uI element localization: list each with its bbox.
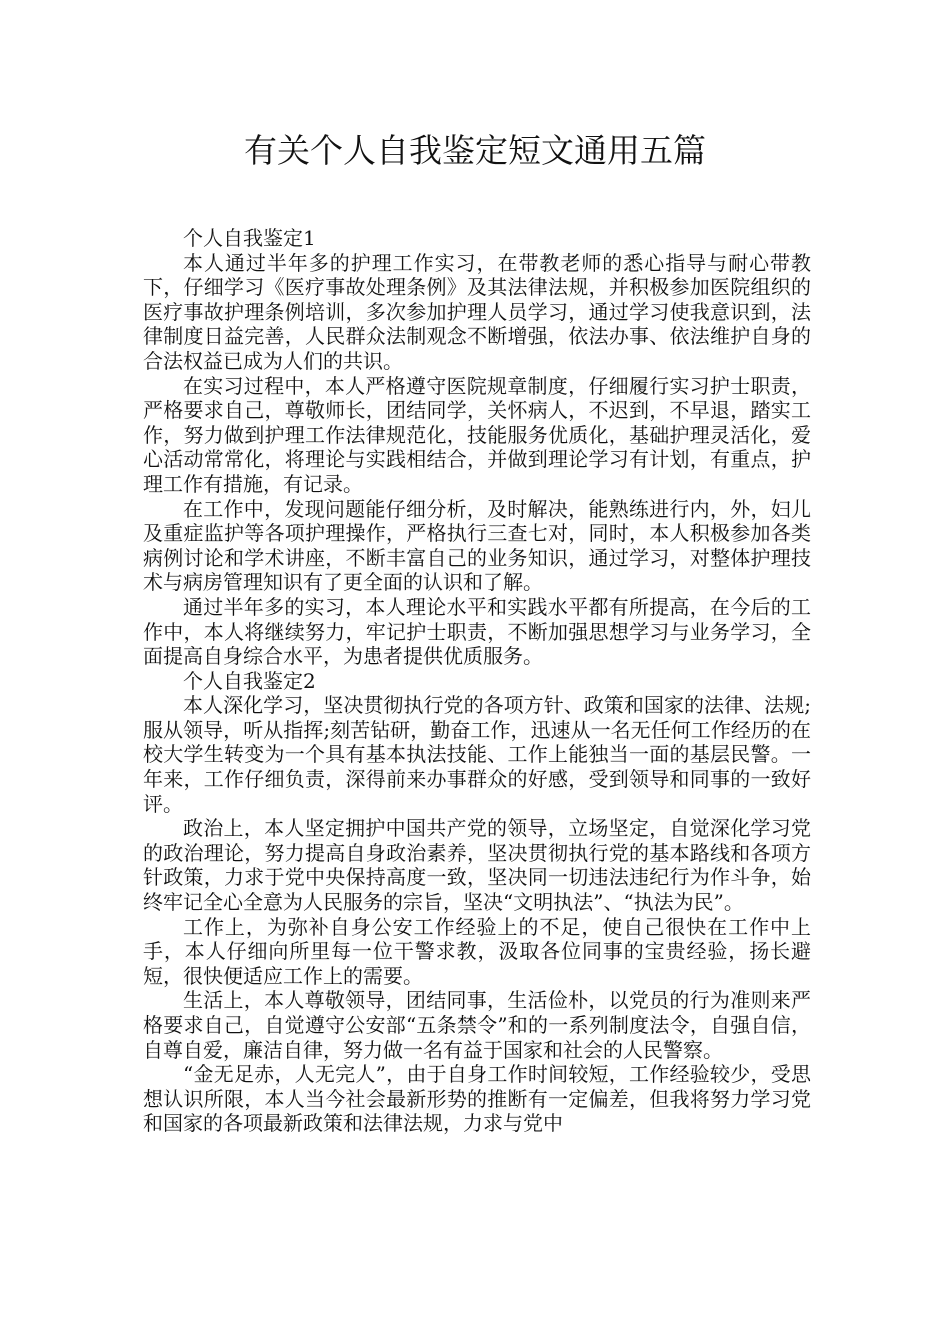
paragraph: 本人通过半年多的护理工作实习，在带教老师的悉心指导与耐心带教下，仔细学习《医疗事故处理条例》及其法律法规，并积极参加医院组织的医疗事故护理条例培训，多次参加护理人员学习，通过学习使我意识到，法律制度日益完善，人民群众法制观念不断增强，依法办事、依法维护自身的合法权益已成为人们的共识。 bbox=[143, 250, 811, 373]
paragraph: 在实习过程中，本人严格遵守医院规章制度，仔细履行实习护士职责，严格要求自己，尊敬师长，团结同学，关怀病人，不迟到，不早退，踏实工作，努力做到护理工作法律规范化，技能服务优质化，基础护理灵活化，爱心活动常常化，将理论与实践相结合，并做到理论学习有计划，有重点，护理工作有措施，有记录。 bbox=[143, 373, 811, 496]
paragraph: “金无足赤，人无完人”，由于自身工作时间较短，工作经验较少，受思想认识所限，本人当今社会最新形势的推断有一定偏差，但我将努力学习党和国家的各项最新政策和法律法规，力求与党中 bbox=[143, 1062, 811, 1136]
document-title: 有关个人自我鉴定短文通用五篇 bbox=[244, 131, 706, 170]
section-heading-2: 个人自我鉴定2 bbox=[183, 668, 316, 693]
paragraph: 工作上，为弥补自身公安工作经验上的不足，使自己很快在工作中上手，本人仔细向所里每一位干警求教，汲取各位同事的宝贵经验，扬长避短，很快便适应工作上的需要。 bbox=[143, 914, 811, 988]
paragraph: 政治上，本人坚定拥护中国共产党的领导，立场坚定，自觉深化学习党的政治理论，努力提高自身政治素养，坚决贯彻执行党的基本路线和各项方针政策，力求于党中央保持高度一致，坚决同一切违法违纪行为作斗争，始终牢记全心全意为人民服务的宗旨，坚决“文明执法”、“执法为民”。 bbox=[143, 816, 811, 915]
section-heading-1: 个人自我鉴定1 bbox=[183, 226, 316, 250]
paragraph: 本人深化学习，坚决贯彻执行党的各项方针、政策和国家的法律、法规;服从领导，听从指挥;刻苦钻研，勤奋工作，迅速从一名无任何工作经历的在校大学生转变为一个具有基本执法技能、工作上能独当一面的基层民警。一年来，工作仔细负责，深得前来办事群众的好感，受到领导和同事的一致好评。 bbox=[143, 693, 811, 816]
paragraph: 通过半年多的实习，本人理论水平和实践水平都有所提高，在今后的工作中，本人将继续努力，牢记护士职责，不断加强思想学习与业务学习，全面提高自身综合水平，为患者提供优质服务。 bbox=[143, 594, 811, 669]
paragraph: 生活上，本人尊敬领导，团结同事，生活俭朴，以党员的行为准则来严格要求自己，自觉遵守公安部“五条禁令”和的一系列制度法令，自强自信，自尊自爱，廉洁自律，努力做一名有益于国家和社会的人民警察。 bbox=[143, 988, 811, 1062]
paragraph: 在工作中，发现问题能仔细分析，及时解决，能熟练进行内，外，妇儿及重症监护等各项护理操作，严格执行三查七对，同时，本人积极参加各类病例讨论和学术讲座，不断丰富自己的业务知识，通过学习，对整体护理技术与病房管理知识有了更全面的认识和了解。 bbox=[143, 496, 811, 595]
document-body bbox=[143, 226, 811, 1136]
